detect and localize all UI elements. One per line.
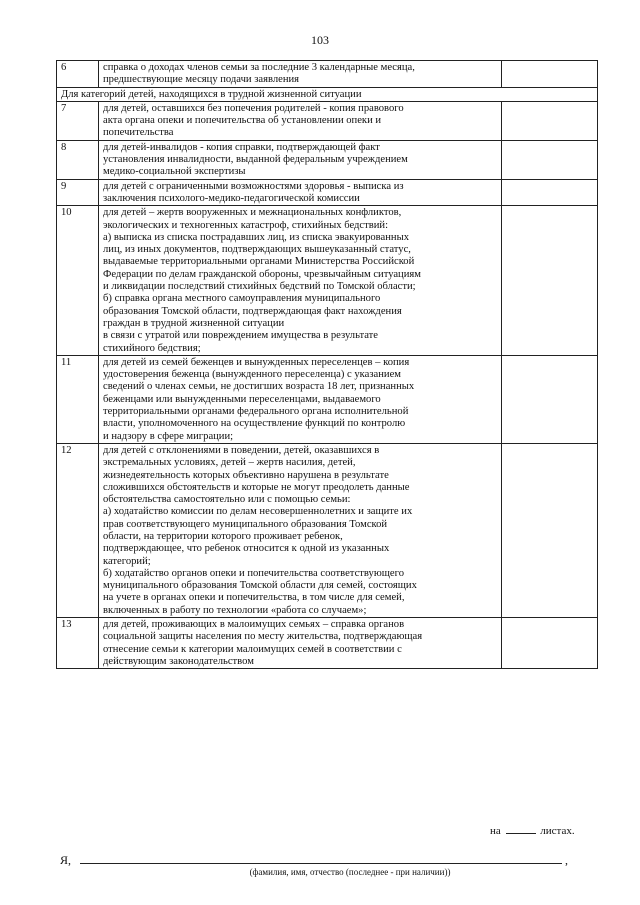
description-line: жизнедеятельность которых объективно нарушена в результате	[103, 469, 389, 481]
description-line: заключения психолого-медико-педагогической комиссии	[103, 192, 360, 204]
table-row	[57, 206, 598, 356]
description-line: в связи с утратой или повреждением имущества в результате	[103, 330, 379, 342]
row-number: 6	[57, 61, 99, 88]
document-description	[99, 206, 502, 356]
description-line: подтверждающее, что ребенок относится к одной из указанных	[103, 543, 390, 555]
document-description	[99, 101, 502, 140]
description-line: муниципального образования Томской области для семей, состоящих	[103, 580, 417, 592]
description-line: беженцами или вынужденными переселенцами, выдаваемого	[103, 393, 381, 405]
description-line: социальной защиты населения по месту жительства, подтверждающая	[103, 631, 423, 643]
description-line: для детей, проживающих в малоимущих семьях – справка органов	[103, 619, 405, 631]
description-line: медико-социальной экспертизы	[103, 166, 246, 178]
sheets-suffix: листах.	[540, 825, 575, 837]
description-line: установления инвалидности, выданной федеральным учреждением	[103, 154, 408, 166]
mark-cell[interactable]	[502, 443, 598, 617]
description-line: категорий;	[103, 555, 151, 567]
description-line: для детей-инвалидов - копия справки, подтверждающей факт	[103, 141, 380, 153]
row-number: 13	[57, 618, 99, 669]
document-description	[99, 179, 502, 206]
row-number: 9	[57, 179, 99, 206]
description-line: территориальными органами федерального органа исполнительной	[103, 406, 409, 418]
mark-cell[interactable]	[502, 101, 598, 140]
description-line: сложившихся обстоятельств и которые не могут преодолеть данные	[103, 481, 410, 493]
document-description	[99, 355, 502, 443]
description-line: на учете в органах опеки и попечительства, в том числе для семей,	[103, 592, 405, 604]
description-line: образования Томской области, подтверждающая факт нахождения	[103, 305, 402, 317]
documents-table	[56, 60, 598, 669]
table-row	[57, 443, 598, 617]
description-line: для детей с ограниченными возможностями здоровья - выписка из	[103, 180, 404, 192]
row-number: 11	[57, 355, 99, 443]
description-line: лиц, из иных документов, подтверждающих вышеуказанный статус,	[103, 244, 411, 256]
mark-cell[interactable]	[502, 179, 598, 206]
sheets-count-line	[490, 823, 575, 837]
description-line: Федерации по делам гражданской обороны, чрезвычайным ситуациям	[103, 268, 421, 280]
description-line: граждан в трудной жизненной ситуации	[103, 317, 285, 329]
document-description	[99, 61, 502, 88]
description-line: для детей, оставшихся без попечения родителей - копия правового	[103, 102, 404, 114]
applicant-name-field[interactable]	[80, 852, 562, 864]
description-line: попечительства	[103, 127, 174, 139]
name-suffix: ,	[565, 853, 569, 867]
sheets-prefix: на	[490, 825, 501, 837]
description-line: и надзору в сфере миграции;	[103, 430, 234, 442]
table-row	[57, 61, 598, 88]
mark-cell[interactable]	[502, 618, 598, 669]
document-description	[99, 140, 502, 179]
description-line: обстоятельства самостоятельно или с помощью семьи:	[103, 494, 351, 506]
description-line: отнесение семьи к категории малоимущих семей в соответствии с	[103, 643, 402, 655]
table-row	[57, 140, 598, 179]
row-number: 10	[57, 206, 99, 356]
description-line: для детей с отклонениями в поведении, детей, оказавшихся в	[103, 444, 380, 456]
description-line: а) выписка из списка пострадавших лиц, из списка эвакуированных	[103, 231, 410, 243]
name-field-hint: (фамилия, имя, отчество (последнее - при наличии))	[249, 867, 451, 877]
table-row	[57, 101, 598, 140]
description-line: экологических и техногенных катастроф, стихийных бедствий:	[103, 219, 389, 231]
row-number: 8	[57, 140, 99, 179]
table-row	[57, 618, 598, 669]
description-line: прав соответствующего муниципального образования Томской	[103, 518, 388, 530]
description-line: включенных в работу по технологии «работа со случаем»;	[103, 604, 367, 616]
mark-cell[interactable]	[502, 206, 598, 356]
row-number: 12	[57, 443, 99, 617]
category-row	[57, 87, 598, 101]
description-line: для детей – жертв вооруженных и межнациональных конфликтов,	[103, 207, 402, 219]
description-line: действующим законодательством	[103, 655, 254, 667]
document-description	[99, 443, 502, 617]
description-line: области, на территории которого проживает ребенок,	[103, 530, 343, 542]
document-description	[99, 618, 502, 669]
name-prefix: Я,	[60, 853, 72, 867]
description-line: для детей из семей беженцев и вынужденных переселенцев – копия	[103, 356, 410, 368]
row-number: 7	[57, 101, 99, 140]
description-line: б) ходатайство органов опеки и попечительства соответствующего	[103, 567, 404, 579]
description-line: справка о доходах членов семьи за последние 3 календарные месяца,	[103, 62, 415, 73]
description-line: б) справка органа местного самоуправления муниципального	[103, 293, 381, 305]
category-heading: Для категорий детей, находящихся в трудной жизненной ситуации	[57, 87, 598, 101]
mark-cell[interactable]	[502, 355, 598, 443]
page-number: 103	[311, 33, 329, 47]
description-line: сведений о членах семьи, не достигших возраста 18 лет, признанных	[103, 381, 415, 393]
applicant-name-line	[60, 852, 568, 868]
documents-table-body	[57, 61, 598, 669]
table-row	[57, 355, 598, 443]
description-line: удостоверения беженца (вынужденного переселенца) с указанием	[103, 369, 401, 381]
sheets-count-field[interactable]	[506, 823, 536, 834]
description-line: предшествующие месяцу подачи заявления	[103, 74, 300, 86]
table-row	[57, 179, 598, 206]
description-line: экстремальных условиях, детей – жертв насилия, детей,	[103, 457, 356, 469]
mark-cell[interactable]	[502, 140, 598, 179]
description-line: власти, уполномоченного на осуществление функций по контролю	[103, 418, 406, 430]
description-line: а) ходатайство комиссии по делам несовершеннолетних и защите их	[103, 506, 413, 518]
description-line: и ликвидации последствий стихийных бедствий по Томской области;	[103, 281, 416, 293]
description-line: акта органа опеки и попечительства об установлении опеки и	[103, 115, 382, 127]
description-line: выдаваемые территориальными органами Министерства Российской	[103, 256, 415, 268]
mark-cell[interactable]	[502, 61, 598, 88]
description-line: стихийного бедствия;	[103, 342, 201, 354]
